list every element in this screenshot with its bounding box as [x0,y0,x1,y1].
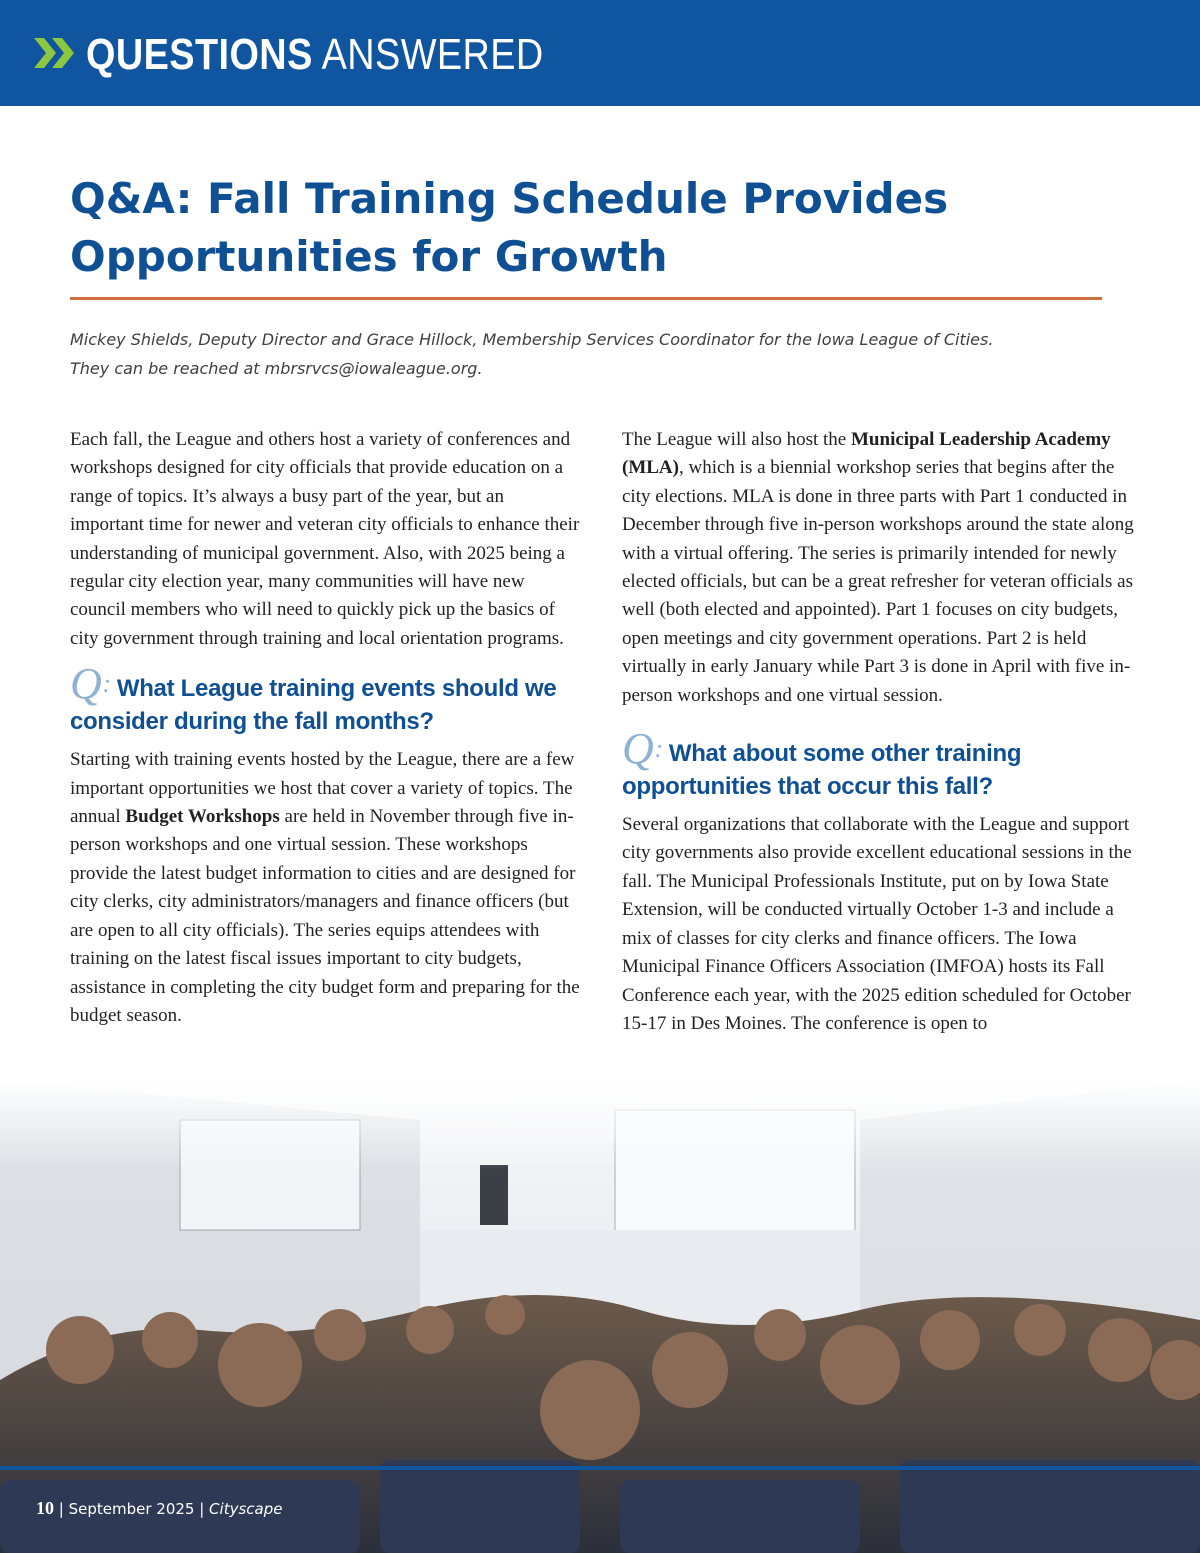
answer-paragraph-2: Several organizations that collaborate with the League and support city governments also provide excellent educational sessions in the fall. The Municipal Professionals Institute, put on by Iowa State Extension, will be conducted virtually October 1-3 and include a mix of classes for city clerks and finance officers. The Iowa Municipal Finance Officers Association (IMFOA) hosts its Fall Conference each year, with the 2025 edition scheduled for October 15-17 in Des Moines. The conference is open to [622,814,1132,1034]
issue-date: September 2025 [68,1500,195,1518]
q-mark-icon: Q: [70,659,111,709]
question-text-1: What League training events should we consider during the fall months? [70,675,557,736]
footer-rule [0,1466,1200,1470]
byline [70,325,1130,383]
headline-divider [70,297,1102,300]
intro-paragraph: Each fall, the League and others host a variety of conferences and workshops designed for city officials that provide education on a range of topics. It’s always a busy part of the year, but an important time for newer and veteran city officials to enhance their understanding of municipal government. Also, with 2025 being a regular city election year, many communities will have new council members who will need to quickly pick up the basics of city government through training and local orientation programs. [70,429,580,649]
section-banner [0,0,1200,106]
answer-paragraph-1: Starting with training events hosted by the League, there are a few important opportunities we host that cover a variety of topics. The annual Budget Workshops are held in November through five in-person workshops and one virtual session. These workshops provide the latest budget information to cities and are designed for city clerks, city administrators/managers and finance officers (but are open to all city officials). The series equips attendees with training on the latest fiscal issues important to city budgets, assistance in completing the city budget form and preparing for the budget season. [70,749,580,1026]
right-column [622,426,1137,1038]
q-mark-icon: Q: [622,724,663,774]
double-chevron-icon [34,38,76,68]
left-column [70,426,580,1030]
section-title-bold: QUESTIONS [86,30,313,79]
page-footer: 10 | September 2025 | Cityscape [36,1498,283,1518]
question-text-2: What about some other training opportunities that occur this fall? [622,740,1022,801]
section-title-light: ANSWERED [321,30,544,79]
page-number: 10 [36,1498,54,1518]
byline-contact: They can be reached at mbrsrvcs@iowaleague.org. [70,359,483,378]
section-title [86,30,544,80]
budget-workshops-label: Budget Workshops [125,806,280,828]
question-heading-2 [622,724,1137,803]
photo-fade [0,1080,1200,1170]
mla-label: Municipal Leadership Academy (MLA) [622,429,1111,479]
mla-paragraph: The League will also host the Municipal Leadership Academy (MLA), which is a biennial workshop series that begins after the city elections. MLA is done in three parts with Part 1 conducted in December through five in-person workshops around the state along with a virtual offering. The series is primarily intended for newly elected officials, but can be a great refresher for veteran officials as well (both elected and appointed). Part 1 focuses on city budgets, open meetings and city government operations. Part 2 is held virtually in early January while Part 3 is done in April with five in-person workshops and one virtual session. [622,429,1134,706]
magazine-name: Cityscape [209,1500,283,1518]
question-heading-1 [70,659,580,738]
byline-authors: Mickey Shields, Deputy Director and Grace Hillock, Membership Services Coordinator for the Iowa League of Cities. [70,330,994,349]
article-headline: Q&A: Fall Training Schedule Provides Opportunities for Growth [70,174,949,281]
